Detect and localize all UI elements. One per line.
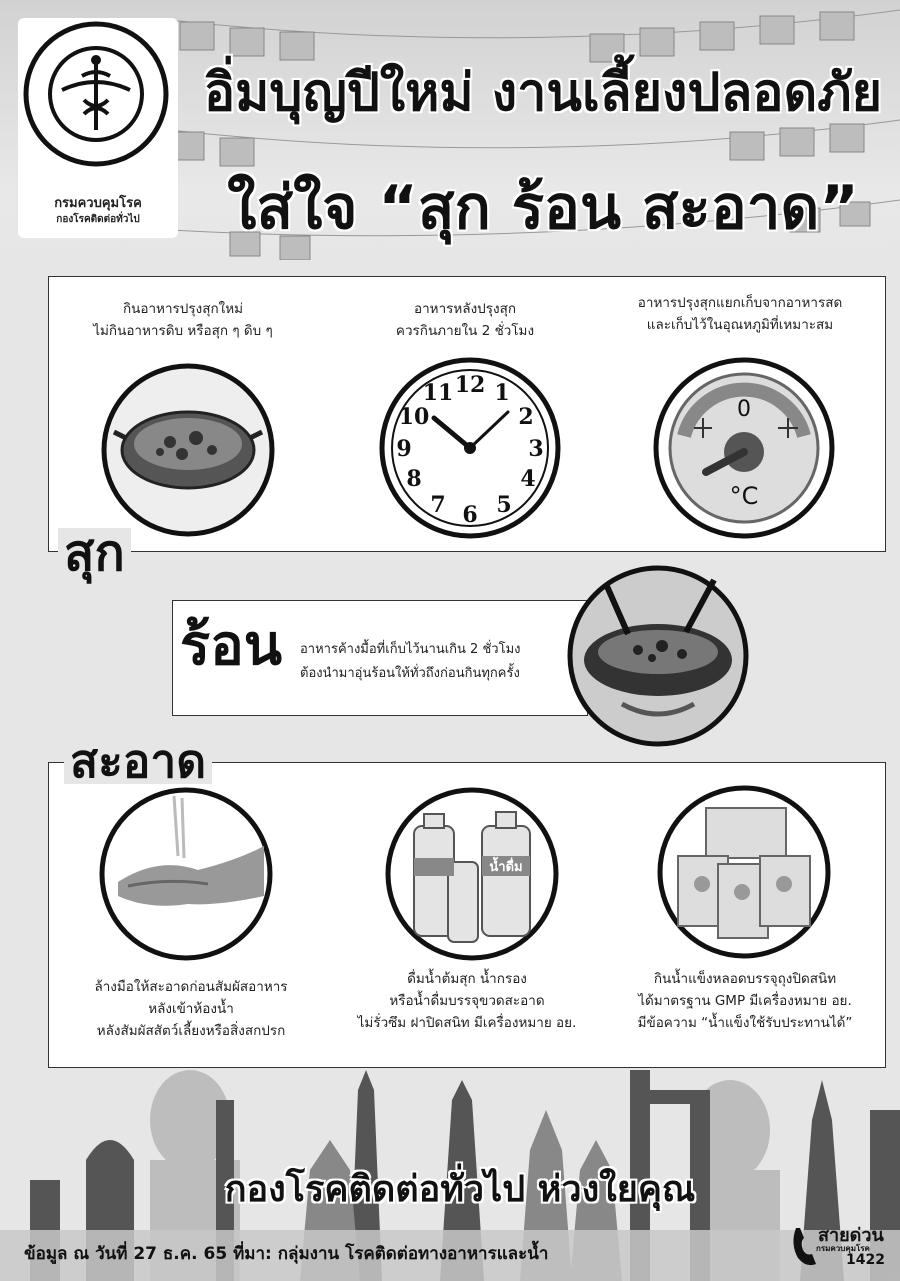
clock-number-2: 2 xyxy=(518,404,534,430)
wok-on-stove-photo xyxy=(566,564,750,748)
thermometer-dial-icon xyxy=(652,356,836,540)
division-name: กองโรคติดต่อทั่วไป xyxy=(56,214,140,225)
clock-icon xyxy=(378,356,562,540)
thermo-unit-label: °C xyxy=(729,482,759,510)
saat-caption-3 xyxy=(620,968,870,1034)
caption-line: หรือน้ำดื่มบรรจุขวดสะอาด xyxy=(389,993,545,1009)
headline-line2: ใส่ใจ “สุก ร้อน สะอาด” xyxy=(227,173,859,243)
clock-number-6: 6 xyxy=(462,502,478,528)
hand-washing-photo xyxy=(98,786,274,962)
cooked-food-pan-photo xyxy=(100,362,276,538)
clock-number-9: 9 xyxy=(396,436,412,462)
hotline-sub: กรมควบคุมโรค xyxy=(816,1244,870,1253)
suk-caption-2 xyxy=(340,298,590,342)
caption-line: หลังสัมผัสสัตว์เลี้ยงหรือสิ่งสกปรก xyxy=(96,1023,286,1039)
footer-title: กองโรคติดต่อทั่วไป ห่วงใยคุณ xyxy=(224,1169,696,1210)
caption-line: ไม่รั่วซึม ฝาปิดสนิท มีเครื่องหมาย อย. xyxy=(357,1015,577,1031)
clock-number-5: 5 xyxy=(496,492,512,518)
saat-caption-1 xyxy=(66,976,316,1042)
suk-caption-1 xyxy=(58,298,308,342)
ministry-seal-icon xyxy=(22,20,170,168)
caption-line: อาหารปรุงสุกแยกเก็บจากอาหารสด xyxy=(637,295,843,311)
hotline-number: 1422 xyxy=(846,1252,885,1268)
clock-number-11: 11 xyxy=(422,380,454,406)
caption-line: อาหารค้างมื้อที่เก็บไว้นานเกิน 2 ชั่วโมง xyxy=(300,642,521,657)
water-bottles-photo xyxy=(384,786,560,962)
hotline-label: สายด่วน xyxy=(818,1225,884,1246)
clock-number-8: 8 xyxy=(406,466,422,492)
caption-line: ล้างมือให้สะอาดก่อนสัมผัสอาหาร xyxy=(94,979,288,995)
caption-line: หลังเข้าห้องน้ำ xyxy=(148,1001,234,1017)
caption-line: ได้มาตรฐาน GMP มีเครื่องหมาย อย. xyxy=(638,993,852,1009)
caption-line: ควรกินภายใน 2 ชั่วโมง xyxy=(395,323,535,339)
caption-line: มีข้อความ “น้ำแข็งใช้รับประทานได้” xyxy=(637,1015,853,1031)
department-name: กรมควบคุมโรค xyxy=(54,196,142,211)
caption-line: ต้องนำมาอุ่นร้อนให้ทั่วถึงก่อนกินทุกครั้ง xyxy=(300,666,520,681)
section-label-ron: ร้อน xyxy=(180,613,282,678)
caption-line: กินน้ำแข็งหลอดบรรจุถุงปิดสนิท xyxy=(653,971,837,987)
caption-line: ไม่กินอาหารดิบ หรือสุก ๆ ดิบ ๆ xyxy=(93,323,273,339)
clock-number-4: 4 xyxy=(520,466,536,492)
clock-number-1: 1 xyxy=(494,380,510,406)
section-label-saat: สะอาด xyxy=(64,738,212,784)
suk-caption-3 xyxy=(610,292,870,336)
caption-line: ดื่มน้ำต้มสุก น้ำกรอง xyxy=(407,971,527,987)
clock-number-3: 3 xyxy=(528,436,544,462)
saat-caption-2 xyxy=(342,968,592,1034)
clock-number-12: 12 xyxy=(454,372,486,398)
thermo-zero-label: 0 xyxy=(737,397,751,422)
footer-source-info: ข้อมูล ณ วันที่ 27 ธ.ค. 65 ที่มา: กลุ่มงาน โรคติดต่อทางอาหารและน้ำ xyxy=(24,1244,549,1264)
clock-number-10: 10 xyxy=(398,404,430,430)
caption-line: และเก็บไว้ในอุณหภูมิที่เหมาะสม xyxy=(646,317,834,333)
bottle-label: น้ำดื่ม xyxy=(489,860,523,875)
caption-line: กินอาหารปรุงสุกใหม่ xyxy=(122,301,244,317)
ron-caption xyxy=(300,638,580,686)
ice-bags-photo xyxy=(656,784,832,960)
section-label-suk: สุก xyxy=(58,528,131,578)
clock-number-7: 7 xyxy=(430,492,446,518)
headline-line1: อิ่มบุญปีใหม่ งานเลี้ยงปลอดภัย xyxy=(203,63,883,123)
caption-line: อาหารหลังปรุงสุก xyxy=(413,301,516,317)
